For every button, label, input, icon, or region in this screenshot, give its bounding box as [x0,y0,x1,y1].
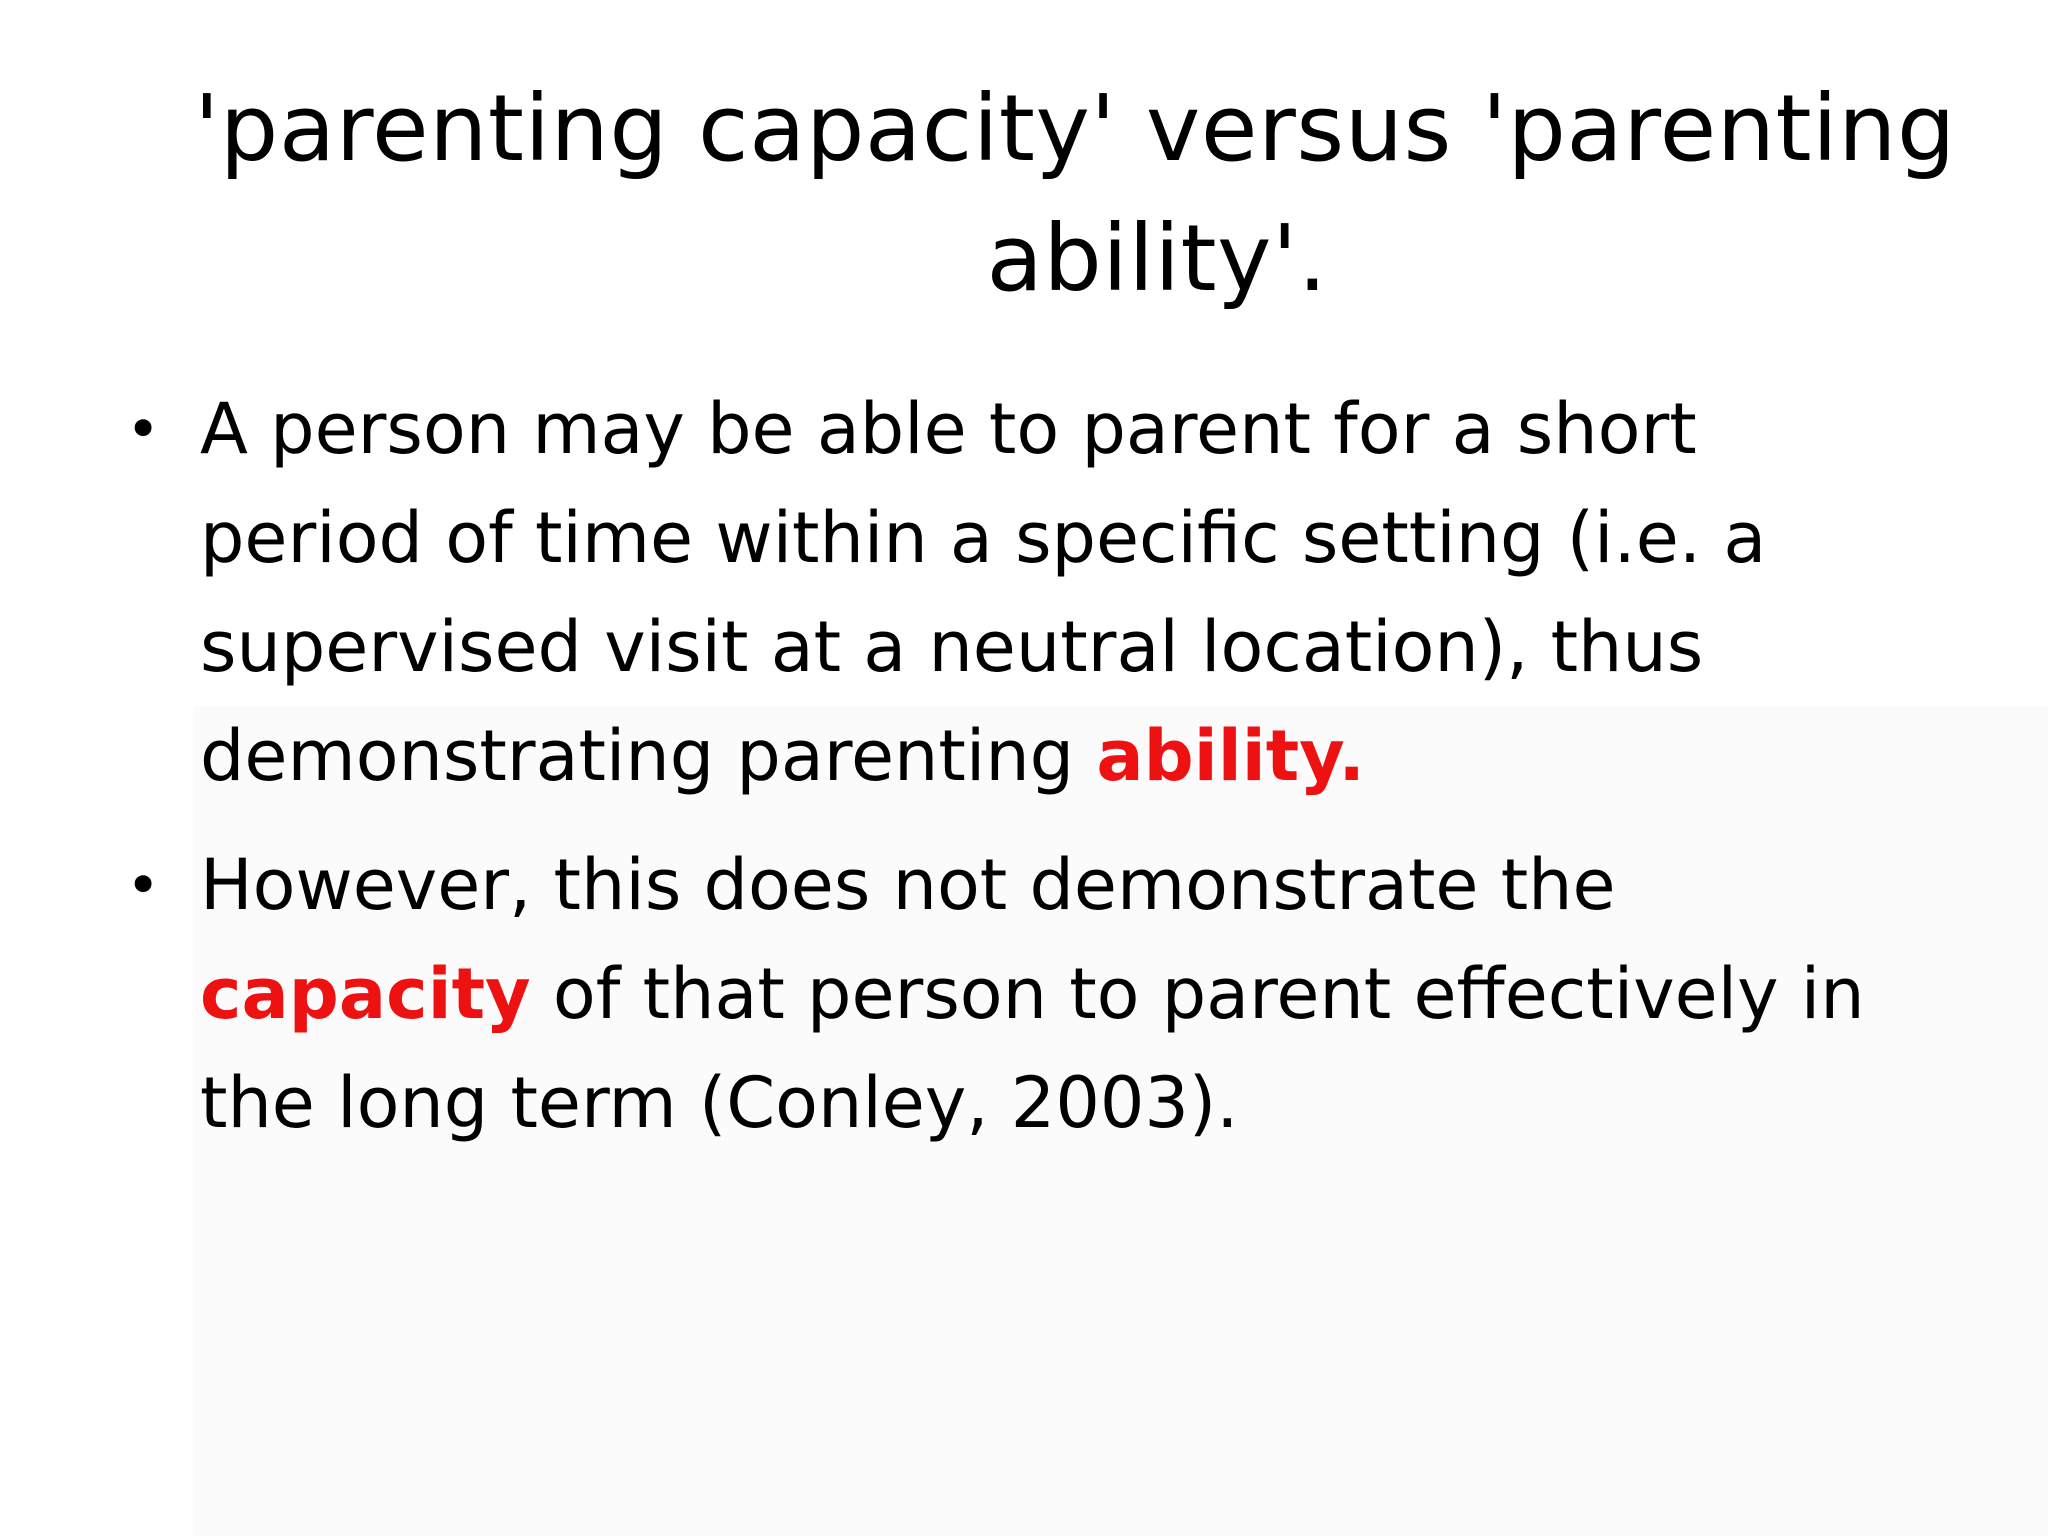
bullet-capacity [118,831,1998,1158]
bullet-1-line-4 [200,702,1998,811]
title-line-1: 'parenting capacity' versus 'parenting [194,75,1956,182]
capacity-emphasis: capacity [200,953,531,1035]
bullet-list [118,375,1998,1178]
bullet-2-line-2 [200,940,1998,1049]
bullet-1-line-3: supervised visit at a neutral location), thus [200,606,1704,688]
bullet-ability [118,375,1998,811]
bullet-1-line-2: period of time within a specific setting (i.e. a [200,497,1767,579]
bullet-dot-icon: • [126,851,161,919]
bullet-dot-icon: • [126,395,161,463]
bullet-1-line-1: A person may be able to parent for a short [200,388,1697,470]
bullet-2-plain-text: of that person to parent effectively in [530,953,1865,1035]
bullet-2-line-1: However, this does not demonstrate the [200,844,1616,926]
slide-title [150,64,2000,324]
bullet-2-line-3: the long term (Conley, 2003). [200,1062,1239,1144]
title-line-2: ability'. [986,205,1328,312]
bullet-1-plain-text: demonstrating parenting [200,715,1097,797]
ability-emphasis: ability. [1096,715,1365,797]
